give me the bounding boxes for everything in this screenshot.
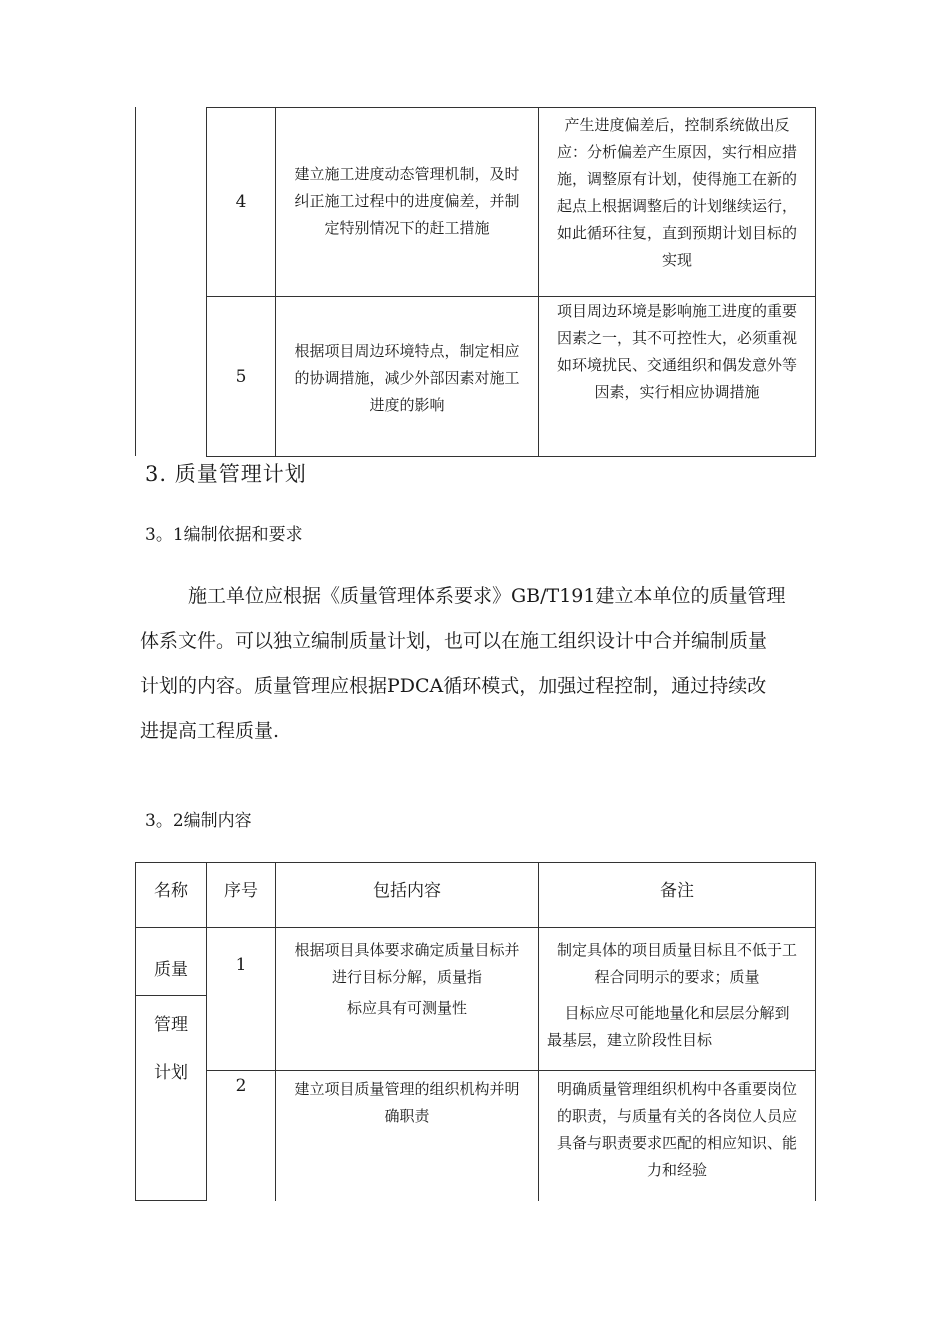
row4-note: 产生进度偏差后，控制系统做出反 应：分析偏差产生原因，实行相应措 施，调整原有计划，使得施工在新的 起点上根据调整后的计划继续运行， 如此循环往复，直到预期计划目标的 实现 [556, 116, 797, 269]
body-paragraph: 施工单位应根据《质量管理体系要求》GB/T191建立本单位的质量管理 体系文件。可以独立编制质量计划，也可以在施工组织设计中合并编制质量 计划的内容。质量管理应根据PDCA循环模式，加强过程控制，通过持续改 进提高工程质量. [140, 585, 786, 742]
subsection-heading-2: 3。2编制内容 [145, 811, 252, 831]
seq-2: 2 [235, 1076, 247, 1096]
name-line-2: 管理 [154, 1015, 188, 1035]
row1-content-continued: 标应具有可测量性 [346, 999, 467, 1017]
header-note: 备注 [660, 881, 694, 901]
header-name: 名称 [154, 881, 188, 901]
row1-content: 根据项目具体要求确定质量目标并 进行目标分解，质量指 [294, 941, 520, 986]
row2-note: 明确质量管理组织机构中各重要岗位 的职责，与质量有关的各岗位人员应 具备与职责要求匹配的相应知识、能 力和经验 [556, 1080, 797, 1179]
name-line-3: 计划 [154, 1063, 188, 1083]
subsection-heading-1: 3。1编制依据和要求 [145, 525, 303, 545]
row2-content: 建立项目质量管理的组织机构并明 确职责 [294, 1080, 520, 1125]
seq-1: 1 [235, 955, 247, 975]
row5-note: 项目周边环境是影响施工进度的重要 因素之一，其不可控性大，必须重视 如环境扰民、交通组织和偶发意外等 因素，实行相应协调措施 [556, 302, 797, 401]
row1-note: 制定具体的项目质量目标且不低于工 程合同明示的要求；质量 [556, 941, 797, 986]
header-content: 包括内容 [373, 881, 441, 901]
name-line-1: 质量 [154, 960, 188, 980]
row4-content: 建立施工进度动态管理机制，及时 纠正施工过程中的进度偏差，并制 定特别情况下的赶工措施 [294, 165, 520, 237]
row5-content: 根据项目周边环境特点，制定相应 的协调措施，减少外部因素对施工 进度的影响 [294, 342, 520, 414]
seq-4: 4 [235, 192, 247, 212]
header-seq: 序号 [224, 881, 258, 901]
row1-note-continued: 目标应尽可能地量化和层层分解到 最基层，建立阶段性目标 [547, 1004, 790, 1049]
seq-5: 5 [235, 367, 247, 387]
section-title: 3. 质量管理计划 [145, 462, 307, 486]
